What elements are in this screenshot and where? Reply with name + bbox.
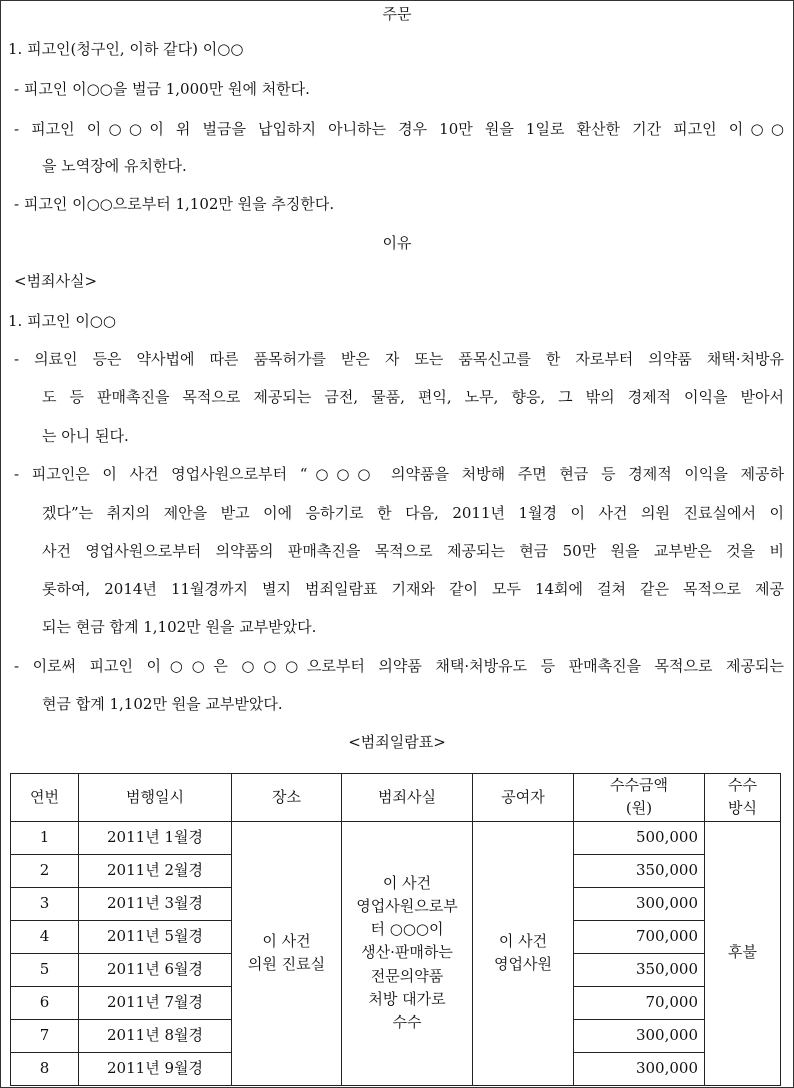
cell-date: 2011년 5월경 [79, 920, 232, 953]
cell-amount: 70,000 [574, 986, 705, 1019]
heading-order: 주문 [382, 5, 412, 23]
header-method-line-1: 수수 [728, 776, 757, 794]
order-paragraph-1: - 피고인 이○○을 벌금 1,000만 원에 처한다. [14, 80, 310, 98]
table-title: <범죄일람표> [348, 733, 446, 751]
facts-b-line-3: 사건 영업사원으로부터 의약품의 판매촉진을 목적으로 제공되는 현금 50만 원을 교부받은 것을 비 [42, 542, 784, 560]
facts-a-line-1: - 의료인 등은 약사법에 따른 품목허가를 받은 자 또는 품목신고를 한 자로부터 의약품 채택·처방유 [14, 350, 784, 368]
cell-amount: 350,000 [574, 854, 705, 887]
cell-fact [342, 821, 473, 1085]
header-method [705, 774, 781, 822]
cell-no: 3 [11, 887, 79, 920]
order-paragraph-2-line-1: - 피고인 이○○이 위 벌금을 납입하지 아니하는 경우 10만 원을 1일로 환산한 기간 피고인 이○○ [14, 120, 784, 138]
facts-a-line-2: 도 등 판매촉진을 목적으로 제공되는 금전, 물품, 편익, 노무, 향응, 그 밖의 경제적 이익을 받아서 [42, 388, 784, 406]
header-amount-line-2: (원) [625, 799, 653, 818]
cell-date: 2011년 8월경 [79, 1019, 232, 1052]
place-line-2: 의원 진료실 [247, 955, 326, 973]
cell-amount: 300,000 [574, 887, 705, 920]
cell-no: 4 [11, 920, 79, 953]
cell-no: 8 [11, 1052, 79, 1085]
facts-label: <범죄사실> [14, 272, 98, 290]
heading-reason: 이유 [382, 234, 412, 252]
facts-b-line-1: - 피고인은 이 사건 영업사원으로부터 “○○○ 의약품을 처방해 주면 현금 등 경제적 이익을 제공하 [14, 465, 784, 483]
cell-no: 2 [11, 854, 79, 887]
cell-no: 5 [11, 953, 79, 986]
header-amount [574, 774, 705, 822]
table-header-row [11, 774, 781, 822]
cell-amount: 350,000 [574, 953, 705, 986]
order-item-1: 1. 피고인(청구인, 이하 같다) 이○○ [8, 40, 244, 58]
fact-line: 터 ○○○이 [370, 920, 444, 939]
header-fact: 범죄사실 [342, 774, 473, 822]
cell-amount: 300,000 [574, 1052, 705, 1085]
facts-c-line-1: - 이로써 피고인 이○○은 ○○○으로부터 의약품 채택·처방유도 등 판매촉진을 목적으로 제공되는 [14, 657, 784, 675]
cell-amount: 300,000 [574, 1019, 705, 1052]
giver-line-1: 이 사건 [498, 931, 548, 950]
cell-date: 2011년 2월경 [79, 854, 232, 887]
fact-line: 생산·판매하는 [361, 943, 453, 962]
crime-list-table [10, 773, 781, 1086]
place-line-1: 이 사건 [262, 931, 311, 950]
cell-giver [473, 821, 574, 1085]
facts-b-line-5: 되는 현금 합계 1,102만 원을 교부받았다. [42, 618, 317, 636]
cell-amount: 700,000 [574, 920, 705, 953]
facts-a-line-3: 는 아니 된다. [42, 427, 129, 445]
cell-date: 2011년 1월경 [79, 821, 232, 854]
cell-date: 2011년 7월경 [79, 986, 232, 1019]
facts-b-line-2: 겠다”는 취지의 제안을 받고 이에 응하기로 한 다음, 2011년 1월경 이 사건 의원 진료실에서 이 [42, 504, 784, 522]
facts-b-line-4: 롯하여, 2014년 11월경까지 별지 범죄일람표 기재와 같이 모두 14회에 걸쳐 같은 목적으로 제공 [42, 580, 784, 598]
cell-no: 1 [11, 821, 79, 854]
order-paragraph-3: - 피고인 이○○으로부터 1,102만 원을 추징한다. [14, 195, 335, 213]
cell-place [232, 821, 342, 1085]
fact-line: 처방 대가로 [368, 989, 446, 1008]
header-method-line-2: 방식 [728, 799, 757, 818]
cell-date: 2011년 6월경 [79, 953, 232, 986]
header-no: 연번 [11, 774, 79, 822]
header-amount-line-1: 수수금액 [610, 776, 668, 794]
fact-line: 이 사건 [382, 873, 432, 892]
fact-line: 영업사원으로부 [356, 896, 458, 915]
fact-line: 전문의약품 [370, 966, 444, 985]
table-row [11, 821, 781, 854]
header-giver: 공여자 [473, 774, 574, 822]
header-place: 장소 [232, 774, 342, 822]
header-date: 범행일시 [79, 774, 232, 822]
cell-date: 2011년 9월경 [79, 1052, 232, 1085]
facts-item-1: 1. 피고인 이○○ [8, 312, 116, 330]
cell-no: 7 [11, 1019, 79, 1052]
cell-date: 2011년 3월경 [79, 887, 232, 920]
cell-amount: 500,000 [574, 821, 705, 854]
cell-no: 6 [11, 986, 79, 1019]
fact-line: 수수 [392, 1013, 422, 1032]
cell-method: 후불 [705, 821, 781, 1085]
order-paragraph-2-line-2: 을 노역장에 유치한다. [42, 157, 187, 175]
facts-c-line-2: 현금 합계 1,102만 원을 교부받았다. [42, 695, 283, 713]
giver-line-2: 영업사원 [494, 955, 552, 973]
